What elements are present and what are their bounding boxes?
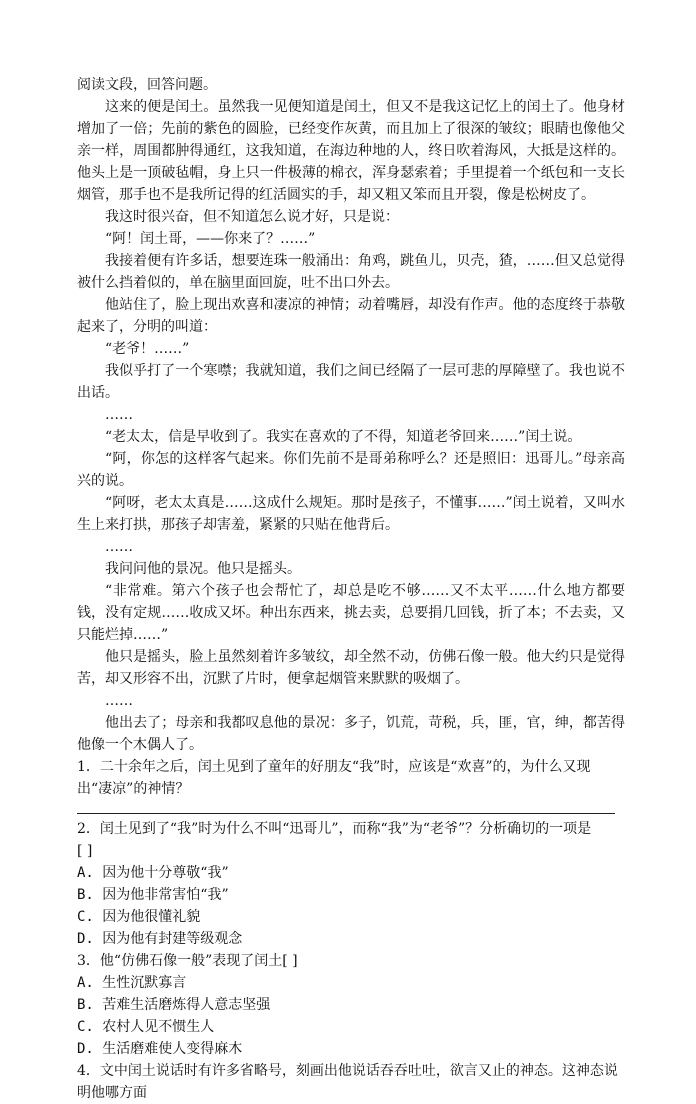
question-1: 1．二十余年之后，闰土见到了童年的好朋友“我”时，应该是“欢喜”的，为什么又现出“凄凉”的神情？ [77, 759, 591, 797]
passage-paragraph: 他只是摇头，脸上虽然刻着许多皱纹，却全然不动，仿佛石像一般。他大约只是觉得苦，却又形容不出，沉默了片时，便拿起烟管来默默的吸烟了。 [77, 649, 625, 687]
passage-paragraph: “老爷！……” [105, 341, 190, 357]
passage-paragraph: “阿！闰土哥，——你来了？……” [105, 231, 316, 247]
passage-paragraph: “非常难。第六个孩子也会帮忙了，却总是吃不够……又不太平……什么地方都要钱，没有定规……收成又坏。种出东西来，挑去卖，总要捐几回钱，折了本；不去卖，又只能烂掉……” [77, 583, 625, 643]
option-b[interactable]: B. 苦难生活磨炼得人意志坚强 [77, 997, 271, 1013]
answer-line[interactable] [77, 802, 625, 818]
passage-paragraph: “阿，你怎的这样客气起来。你们先前不是哥弟称呼么？还是照旧：迅哥儿。”母亲高兴的说。 [77, 451, 625, 489]
questions-section [77, 756, 625, 1104]
option-a[interactable]: A. 因为他十分尊敬“我” [77, 865, 229, 881]
option-c[interactable]: C. 农村人见不惯生人 [77, 1019, 215, 1035]
question-4: 4．文中闰土说话时有许多省略号，刻画出他说话吞吞吐吐，欲言又止的神态。这神态说明他哪方面 [77, 1063, 618, 1101]
passage-paragraph: 他出去了；母亲和我都叹息他的景况：多子，饥荒，苛税，兵，匪，官，绅，都苦得他像一个木偶人了。 [77, 715, 625, 753]
option-a[interactable]: A. 生性沉默寡言 [77, 975, 187, 991]
passage-paragraph: 我这时很兴奋，但不知道怎么说才好，只是说： [105, 209, 399, 225]
reading-passage [77, 96, 625, 756]
passage-paragraph: “老太太，信是早收到了。我实在喜欢的了不得，知道老爷回来……”闰土说。 [105, 429, 582, 445]
option-c[interactable]: C. 因为他很懂礼貌 [77, 909, 201, 925]
ellipsis-separator: …… [105, 539, 133, 555]
passage-paragraph: 我接着便有许多话，想要连珠一般涌出：角鸡，跳鱼儿，贝壳，猹，……但又总觉得被什么挡着似的，单在脑里面回旋，吐不出口外去。 [77, 253, 625, 291]
question-3: 3．他“仿佛石像一般”表现了闰土[ ] [77, 953, 298, 969]
option-d[interactable]: D. 因为他有封建等级观念 [77, 931, 243, 947]
ellipsis-separator: …… [105, 407, 133, 423]
passage-paragraph: “阿呀，老太太真是……这成什么规矩。那时是孩子，不懂事……”闰土说着，又叫水生上来打拱，那孩子却害羞，紧紧的只贴在他背后。 [77, 495, 625, 533]
ellipsis-separator: …… [105, 693, 133, 709]
question-2 [77, 818, 625, 862]
question-2-text: 2．闰土见到了“我”时为什么不叫“迅哥儿”，而称“我”为“老爷”？分析确切的一项是 [77, 821, 592, 837]
passage-paragraph: 我似乎打了一个寒噤；我就知道，我们之间已经隔了一层可悲的厚障壁了。我也说不出话。 [77, 363, 625, 401]
passage-paragraph: 这来的便是闰土。虽然我一见便知道是闰土，但又不是我这记忆上的闰土了。他身材增加了一倍；先前的紫色的圆脸，已经变作灰黄，而且加上了很深的皱纹；眼睛也像他父亲一样，周围都肿得通红，这我知道，在海边种地的人，终日吹着海风，大抵是这样的。他头上是一顶破毡帽，身上只一件极薄的棉衣，浑身瑟索着；手里提着一个纸包和一支长烟管，那手也不是我所记得的红活圆实的手，却又粗又笨而且开裂，像是松树皮了。 [77, 99, 625, 203]
option-b[interactable]: B. 因为他非常害怕“我” [77, 887, 229, 903]
document-page [77, 74, 625, 1104]
answer-bracket[interactable]: [ ] [77, 843, 93, 859]
passage-paragraph: 我问问他的景况。他只是摇头。 [105, 561, 301, 577]
instruction-text: 阅读文段，回答问题。 [77, 77, 217, 93]
option-d[interactable]: D. 生活磨难使人变得麻木 [77, 1041, 243, 1057]
passage-paragraph: 他站住了，脸上现出欢喜和凄凉的神情；动着嘴唇，却没有作声。他的态度终于恭敬起来了，分明的叫道： [77, 297, 625, 335]
